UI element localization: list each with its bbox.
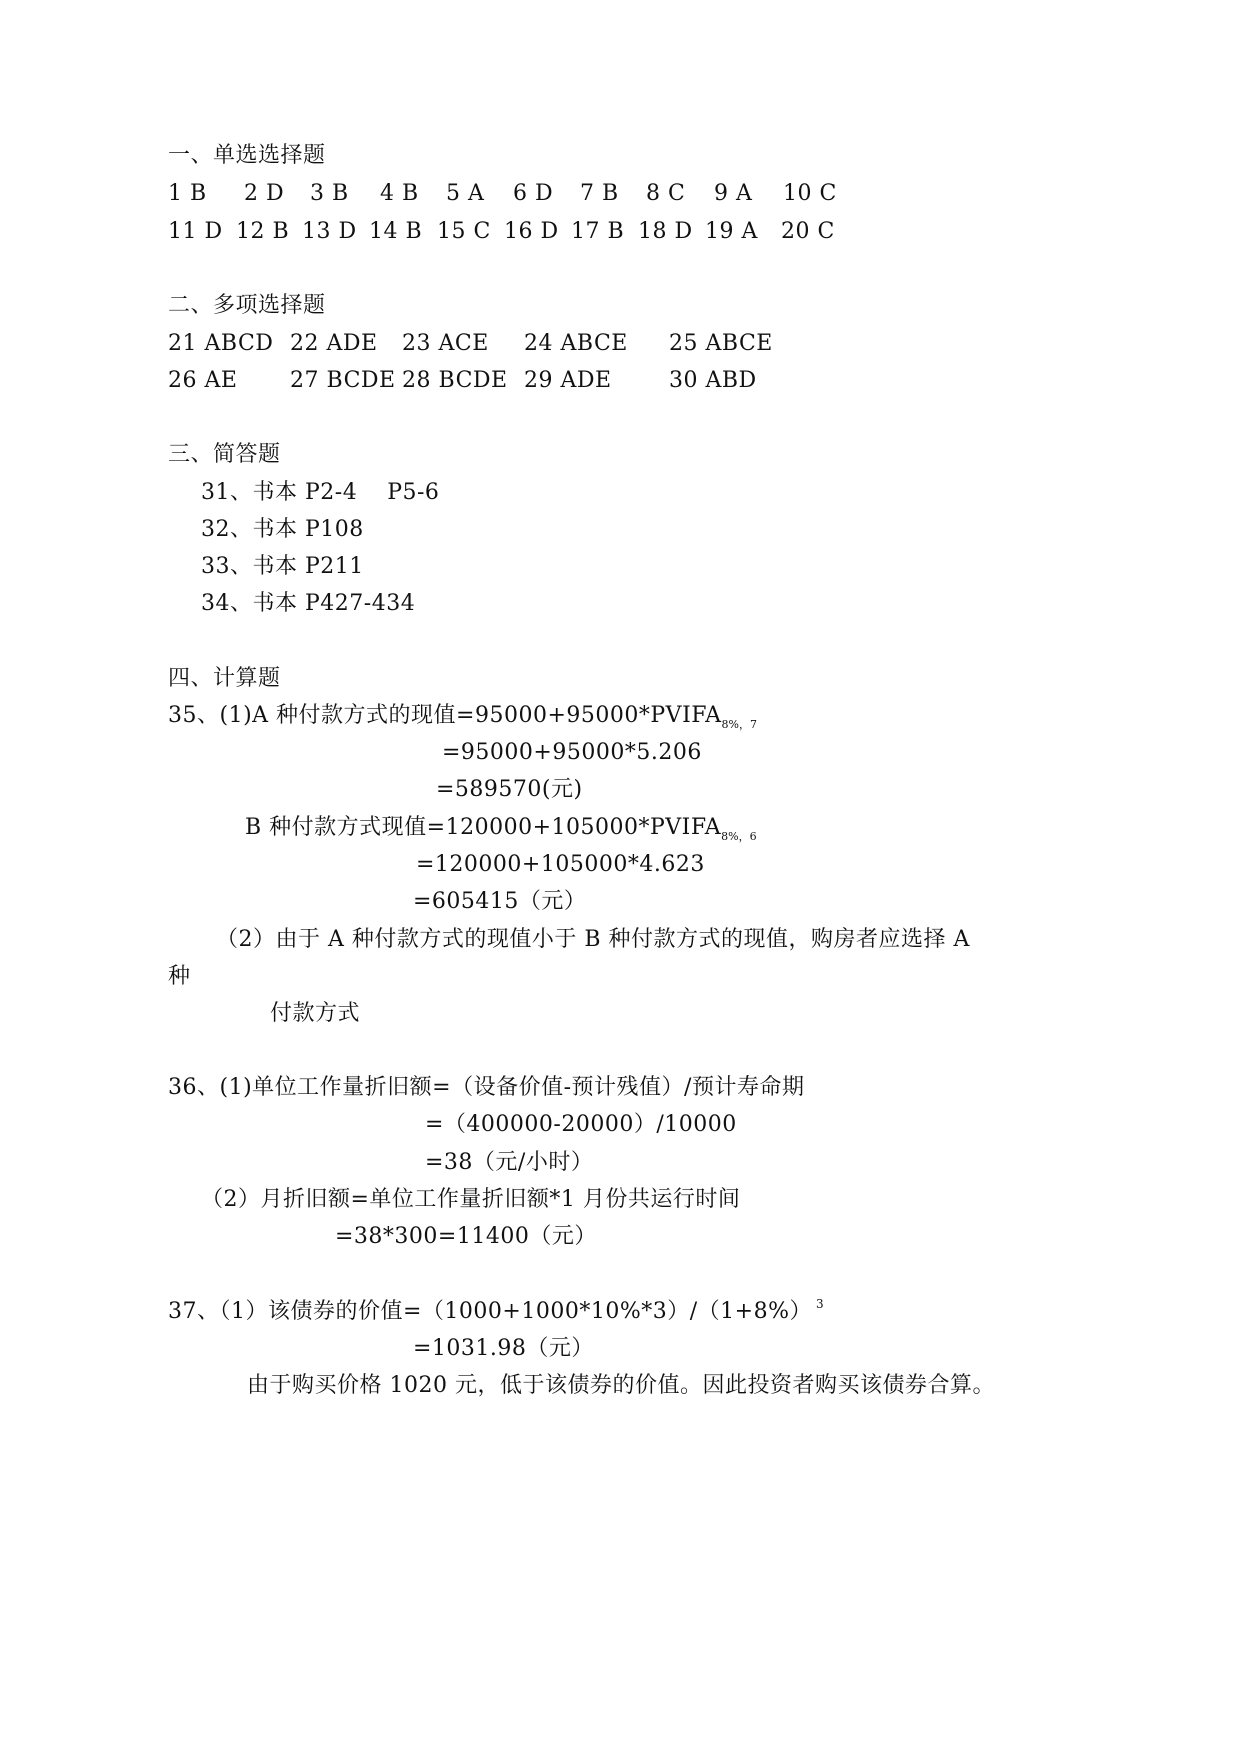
answer-3: 3 B — [310, 181, 349, 206]
answer-7: 7 B — [580, 181, 619, 206]
short-answer-33: 33、书本 P211 — [201, 554, 364, 579]
answer-10: 10 C — [783, 181, 837, 206]
answer-23: 23 ACE — [402, 331, 489, 356]
short-answer-31: 31、书本 P2-4 P5-6 — [201, 480, 440, 505]
answer-21: 21 ABCD — [168, 331, 274, 356]
section2-heading: 二、多项选择题 — [168, 293, 326, 318]
q35-line8: 种 — [168, 964, 191, 989]
q36-line5: =38*300=11400（元） — [335, 1224, 597, 1249]
answer-12: 12 B — [236, 219, 290, 244]
answer-15: 15 C — [437, 219, 491, 244]
answer-22: 22 ADE — [290, 331, 378, 356]
q37-line2: =1031.98（元） — [413, 1336, 594, 1361]
answer-8: 8 C — [646, 181, 686, 206]
q37-line1-text: 37、（1）该债券的价值=（1000+1000*10%*3）/（1+8%） — [168, 1299, 812, 1324]
answer-13: 13 D — [302, 219, 357, 244]
q36-line4: （2）月折旧额=单位工作量折旧额*1 月份共运行时间 — [201, 1187, 741, 1212]
answer-27: 27 BCDE — [290, 368, 396, 393]
answer-2: 2 D — [244, 181, 285, 206]
section3-heading: 三、简答题 — [168, 442, 281, 467]
q37-line1-superscript: 3 — [815, 1297, 825, 1311]
section1-heading: 一、单选选择题 — [168, 143, 326, 168]
q35-line3: =589570(元) — [436, 777, 583, 802]
q36-line1: 36、(1)单位工作量折旧额=（设备价值-预计残值）/预计寿命期 — [168, 1075, 805, 1100]
q36-line2: =（400000-20000）/10000 — [425, 1112, 737, 1137]
q37-line1 — [168, 1298, 824, 1328]
q35-line1-text: 35、(1)A 种付款方式的现值=95000+95000*PVIFA — [168, 703, 722, 728]
answer-25: 25 ABCE — [669, 331, 773, 356]
answer-16: 16 D — [504, 219, 559, 244]
answer-20: 20 C — [781, 219, 835, 244]
answer-24: 24 ABCE — [524, 331, 628, 356]
answer-9: 9 A — [714, 181, 753, 206]
answer-30: 30 ABD — [669, 368, 757, 393]
answer-18: 18 D — [638, 219, 693, 244]
short-answer-32: 32、书本 P108 — [201, 517, 364, 542]
answer-1: 1 B — [168, 181, 207, 206]
answer-26: 26 AE — [168, 368, 238, 393]
answer-28: 28 BCDE — [402, 368, 508, 393]
answer-4: 4 B — [380, 181, 419, 206]
short-answer-34: 34、书本 P427-434 — [201, 591, 416, 616]
q35-line4-text: B 种付款方式现值=120000+105000*PVIFA — [245, 815, 722, 840]
q35-line4 — [245, 814, 757, 845]
q35-line7: （2）由于 A 种付款方式的现值小于 B 种付款方式的现值，购房者应选择 A — [216, 927, 970, 952]
answer-11: 11 D — [168, 219, 223, 244]
q35-line4-subscript: 8%，6 — [721, 830, 757, 843]
q36-line3: =38（元/小时） — [425, 1150, 594, 1175]
q35-line5: =120000+105000*4.623 — [416, 852, 705, 877]
q35-line1 — [168, 702, 757, 733]
q37-line3: 由于购买价格 1020 元，低于该债券的价值。因此投资者购买该债券合算。 — [247, 1373, 995, 1398]
q35-line2: =95000+95000*5.206 — [442, 740, 702, 765]
q35-line9: 付款方式 — [270, 1001, 361, 1026]
answer-17: 17 B — [571, 219, 625, 244]
section4-heading: 四、计算题 — [168, 666, 281, 691]
q35-line1-subscript: 8%，7 — [721, 718, 757, 731]
answer-5: 5 A — [446, 181, 485, 206]
answer-19: 19 A — [705, 219, 758, 244]
answer-29: 29 ADE — [524, 368, 612, 393]
answer-14: 14 B — [369, 219, 423, 244]
answer-6: 6 D — [513, 181, 554, 206]
q35-line6: =605415（元） — [413, 889, 587, 914]
